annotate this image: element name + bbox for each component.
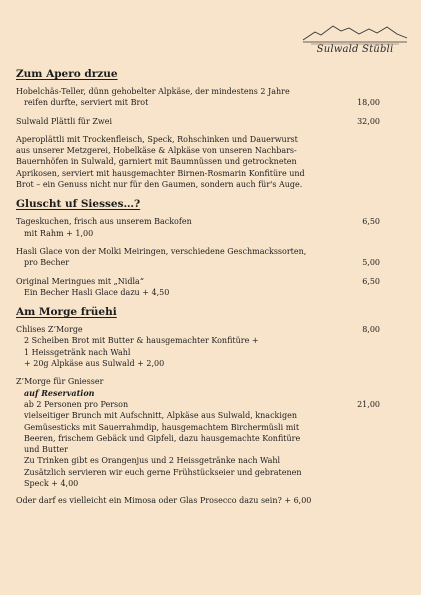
section-breakfast [16,305,386,489]
menu-item: Tageskuchen, frisch aus unserem Backofen mit Rahm + 1,00 6,50 [16,217,380,238]
menu-item: Sulwald Plättli für Zwei 32,00 [16,116,380,126]
closing-note: Oder darf es vielleicht ein Mimosa oder Glas Prosecco dazu sein? + 6,00 [16,496,312,506]
item-price: 6,50 [362,276,380,286]
menu-content [16,67,386,506]
menu-item-description: Aperoplättli mit Trockenfleisch, Speck, Rohschinken und Dauerwurst aus unserer Metzgerei, Hobelkäse & Alpkäse von unseren Nachbars- Bauernhöfen in Sulwald, garniert mit Baumnüssen und getrockneten Aprikosen, serviert mit hausgemachter Birnen-Rosmarin Konfitüre und Brot – ein Genuss nicht nur für den Gaumen, sondern auch für's Auge. [16,134,305,190]
item-price: 5,00 [362,258,380,268]
menu-item: Z’Morge für Gniesser auf Reservation ab 2 Personen pro Person vielseitiger Brunch mit Aufschnitt, Alpkäse aus Sulwald, knackigen Gemüsesticks mit Sauerrahmdip, hausgemachtem Birchermüsli mit Beeren, frischem Gebäck und Gipfeli, dazu hausgemachte Konfitüre und Butter Zu Trinken gibt es Orangenjus und 2 Heissgetränke nach Wahl Zusätzlich servieren wir euch gerne Frühstückseier und gebratenen Speck + 4,00 21,00 [16,377,380,489]
section-title: Am Morge früehi [16,306,117,319]
menu-item: Chlises Z’Morge 2 Scheiben Brot mit Butter & hausgemachter Konfitüre + 1 Heissgetränk nach Wahl + 20g Alpkäse aus Sulwald + 2,00 8,00 [16,325,380,369]
item-price: 32,00 [357,116,380,126]
menu-item: Hobelchäs-Teller, dünn gehobelter Alpkäse, der mindestens 2 Jahre reifen durfte, serviert mit Brot 18,00 [16,87,380,108]
item-price: 6,50 [362,217,380,227]
menu-item: Original Meringues mit „Nidla“ Ein Becher Hasli Glace dazu + 4,50 6,50 [16,276,380,297]
section-title: Gluscht uf Siesses…? [16,198,141,211]
section-apero [16,67,386,190]
item-price: 21,00 [357,399,380,409]
section-sweets [16,197,386,298]
reservation-note: auf Reservation [24,387,95,398]
logo-text: Sulwald Stübli [316,44,394,55]
section-title: Zum Apero drzue [16,68,118,80]
menu-item: Hasli Glace von der Molki Meiringen, verschiedene Geschmackssorten, pro Becher 5,00 [16,246,380,268]
item-price: 8,00 [362,325,380,335]
item-price: 18,00 [357,98,380,108]
